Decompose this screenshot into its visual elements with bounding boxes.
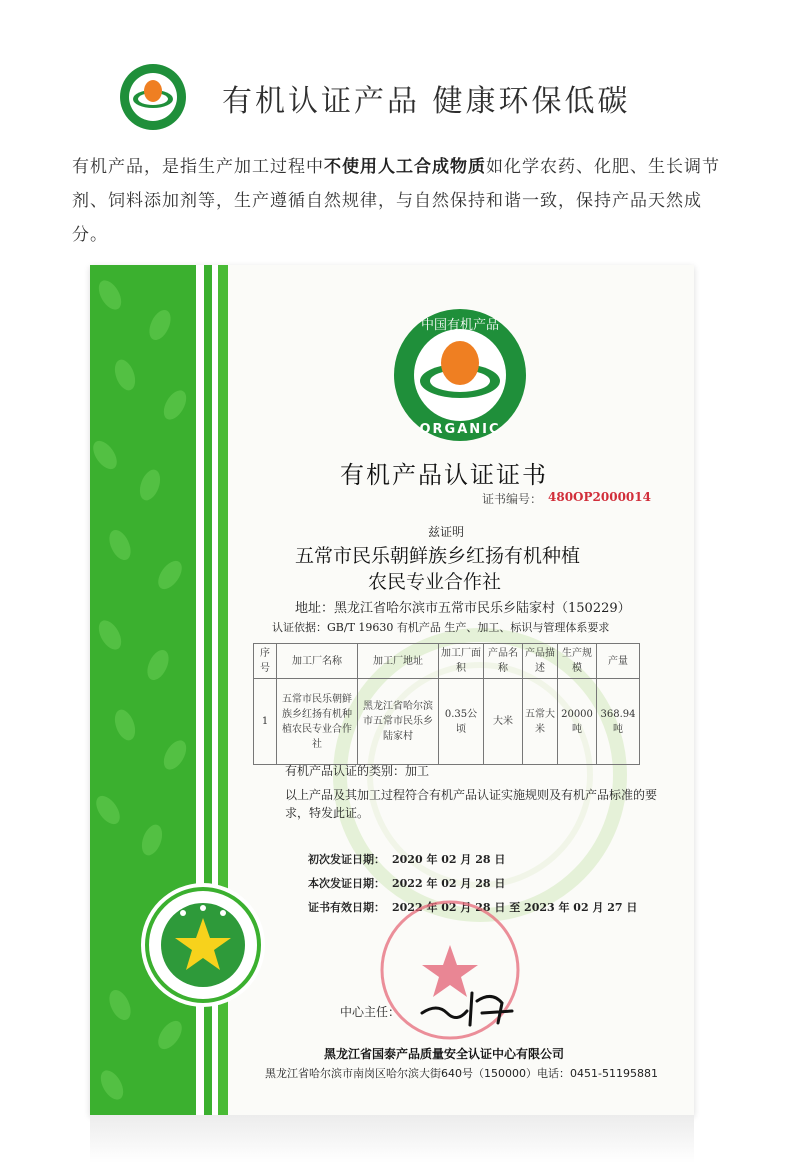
certificate-reflection bbox=[90, 1115, 694, 1163]
table-header-row bbox=[254, 644, 640, 679]
table-cell: 五常市民乐朝鲜族乡红扬有机种植农民专业合作社 bbox=[277, 679, 358, 765]
intro-bold: 不使用人工合成物质 bbox=[324, 157, 486, 177]
cert-statement: 以上产品及其加工过程符合有机产品认证实施规则及有机产品标准的要求，特发此证。 bbox=[285, 788, 658, 820]
issuer-address: 黑龙江省哈尔滨市南岗区哈尔滨大街640号（150000）电话：0451-51195881 bbox=[265, 1067, 658, 1080]
valid-date: 证书有效日期： 2022 年 02 月 28 日 至 2023 年 02 月 27 日 bbox=[308, 901, 638, 914]
table-header: 生产规模 bbox=[558, 644, 597, 679]
table-row bbox=[254, 679, 640, 765]
org-address: 地址：黑龙江省哈尔滨市五常市民乐乡陆家村（150229） bbox=[295, 601, 631, 616]
table-header: 产量 bbox=[597, 644, 640, 679]
headline: 有机认证产品 健康环保低碳 bbox=[222, 84, 631, 119]
org-name-line2: 农民专业合作社 bbox=[368, 571, 502, 593]
issuer-name: 黑龙江省国泰产品质量安全认证中心有限公司 bbox=[324, 1047, 565, 1061]
cert-basis: 认证依据：GB/T 19630 有机产品 生产、加工、标识与管理体系要求 bbox=[272, 621, 610, 634]
table-cell: 20000吨 bbox=[558, 679, 597, 765]
star-badge-icon bbox=[138, 880, 268, 1010]
signature-icon bbox=[412, 983, 522, 1033]
svg-text:ORGANIC: ORGANIC bbox=[419, 422, 501, 437]
certificate-title: 有机产品认证证书 bbox=[340, 461, 548, 489]
table-cell: 368.94吨 bbox=[597, 679, 640, 765]
cert-category: 有机产品认证的类别：加工 bbox=[285, 764, 430, 778]
this-issue-date: 本次发证日期： 2022 年 02 月 28 日 bbox=[308, 877, 506, 890]
organic-logo-icon bbox=[118, 62, 188, 132]
cert-number: 480OP2000014 bbox=[548, 490, 651, 504]
table-header: 产品描述 bbox=[523, 644, 558, 679]
table-cell: 0.35公顷 bbox=[439, 679, 484, 765]
table-cell: 五常大米 bbox=[523, 679, 558, 765]
director-label: 中心主任： bbox=[340, 1005, 401, 1019]
page-header bbox=[0, 0, 790, 140]
organic-certificate-logo-icon bbox=[390, 305, 530, 445]
table-header: 加工厂地址 bbox=[358, 644, 439, 679]
first-issue-date: 初次发证日期： 2020 年 02 月 28 日 bbox=[308, 853, 506, 866]
table-header: 加工厂面积 bbox=[439, 644, 484, 679]
attest-text: 兹证明 bbox=[428, 525, 465, 539]
table-header: 产品名称 bbox=[484, 644, 523, 679]
intro-paragraph: 有机产品，是指生产加工过程中不使用人工合成物质如化学农药、化肥、生长调节剂、饲料添加剂等，生产遵循自然规律，与自然保持和谐一致，保持产品天然成分。 bbox=[72, 157, 720, 245]
table-cell: 大米 bbox=[484, 679, 523, 765]
table-header: 序号 bbox=[254, 644, 277, 679]
table-header: 加工厂名称 bbox=[277, 644, 358, 679]
table-cell: 1 bbox=[254, 679, 277, 765]
certificate bbox=[90, 265, 694, 1115]
product-table bbox=[253, 643, 640, 765]
org-name-line1: 五常市民乐朝鲜族乡红扬有机种植 bbox=[295, 545, 581, 567]
svg-text:中国有机产品: 中国有机产品 bbox=[420, 318, 500, 333]
table-cell: 黑龙江省哈尔滨市五常市民乐乡陆家村 bbox=[358, 679, 439, 765]
cert-no-label: 证书编号： bbox=[482, 492, 543, 506]
